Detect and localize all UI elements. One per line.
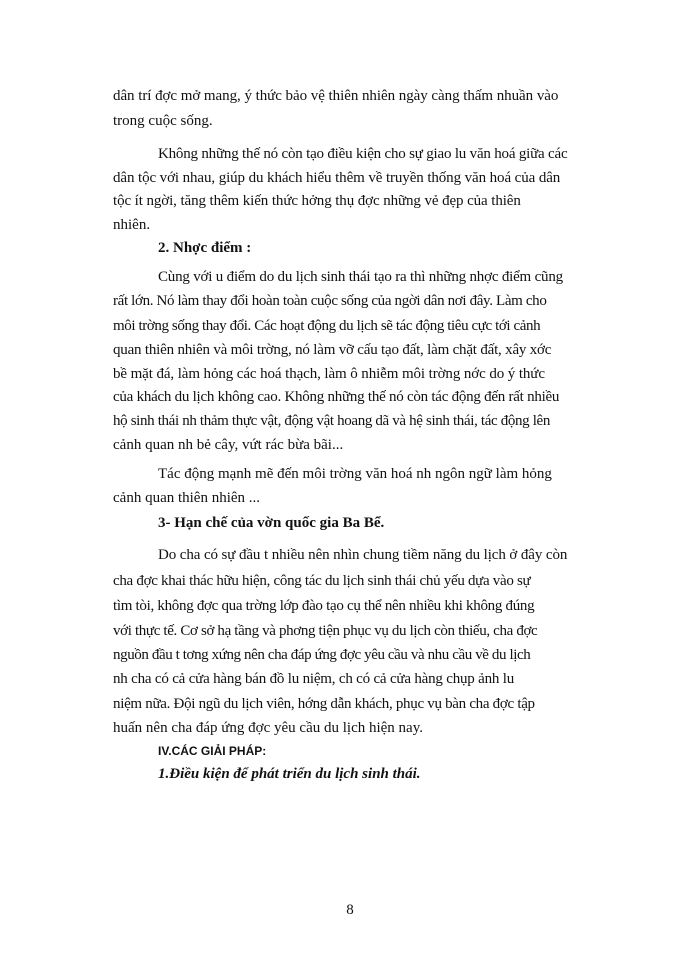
- paragraph-line: hộ sinh thái nh thảm thực vật, động vật hoang dã và hệ sinh thái, tác động lên: [113, 413, 550, 429]
- paragraph-line: của khách du lịch không cao. Không những thế nó còn tác động đến rất nhiều: [113, 389, 560, 405]
- paragraph-line: Không những thế nó còn tạo điều kiện cho sự giao lu văn hoá giữa các: [158, 146, 568, 162]
- paragraph-line: rất lớn. Nó làm thay đổi hoàn toàn cuộc sống của ngời dân nơi đây. Làm cho: [113, 293, 547, 309]
- page-number: 8: [346, 902, 354, 918]
- section-heading: 3- Hạn chế của vờn quốc gia Ba Bể.: [158, 515, 385, 531]
- section-heading: 2. Nhợc điểm :: [158, 240, 252, 256]
- chapter-heading: IV.CÁC GIẢI PHÁP:: [158, 744, 267, 758]
- paragraph-line: quan thiên nhiên và môi trờng, nó làm vỡ cấu tạo đất, làm chặt đất, xây xớc: [113, 342, 552, 358]
- paragraph-line: Cùng với u điểm do du lịch sinh thái tạo ra thì những nhợc điểm cũng: [158, 269, 563, 285]
- paragraph-line: Do cha có sự đầu t nhiều nên nhìn chung tiềm năng du lịch ở đây còn: [158, 547, 568, 563]
- paragraph-line: cha đợc khai thác hữu hiện, công tác du lịch sinh thái chủ yếu dựa vào sự: [113, 573, 531, 589]
- paragraph-line: niệm nữa. Đội ngũ du lịch viên, hớng dẫn khách, phục vụ bàn cha đợc tập: [113, 696, 535, 712]
- paragraph-line: dân tộc với nhau, giúp du khách hiểu thêm về truyền thống văn hoá của dân: [113, 170, 561, 186]
- paragraph-line: trong cuộc sống.: [113, 113, 213, 129]
- subsection-heading: 1.Điều kiện để phát triển du lịch sinh thái.: [158, 766, 421, 782]
- paragraph-line: với thực tế. Cơ sở hạ tầng và phơng tiện phục vụ du lịch còn thiếu, cha đợc: [113, 623, 538, 639]
- paragraph-line: bề mặt đá, làm hỏng các hoá thạch, làm ô nhiễm môi trờng nớc do ý thức: [113, 366, 545, 382]
- paragraph-line: môi trờng sống thay đổi. Các hoạt động du lịch sẽ tác động tiêu cực tới cảnh: [113, 318, 541, 334]
- paragraph-line: huấn nên cha đáp ứng đợc yêu cầu du lịch hiện nay.: [113, 720, 423, 736]
- paragraph-line: cảnh quan nh bẻ cây, vứt rác bừa bãi...: [113, 437, 344, 453]
- paragraph-line: Tác động mạnh mẽ đến môi trờng văn hoá nh ngôn ngữ làm hỏng: [158, 466, 552, 482]
- paragraph-line: tộc ít ngời, tăng thêm kiến thức hởng thụ đợc những vẻ đẹp của thiên: [113, 193, 521, 209]
- paragraph-line: nh cha có cả cửa hàng bán đồ lu niệm, ch có cả cửa hàng chụp ảnh lu: [113, 671, 515, 687]
- paragraph-line: dân trí đợc mở mang, ý thức bảo vệ thiên nhiên ngày càng thấm nhuần vào: [113, 88, 559, 104]
- paragraph-line: tìm tòi, không đợc qua trờng lớp đào tạo cụ thể nên nhiều khi không đúng: [113, 598, 535, 614]
- paragraph-line: nguồn đầu t tơng xứng nên cha đáp ứng đợc yêu cầu và nhu cầu về du lịch: [113, 647, 531, 663]
- paragraph-line: nhiên.: [113, 217, 151, 233]
- paragraph-line: cảnh quan thiên nhiên ...: [113, 490, 261, 506]
